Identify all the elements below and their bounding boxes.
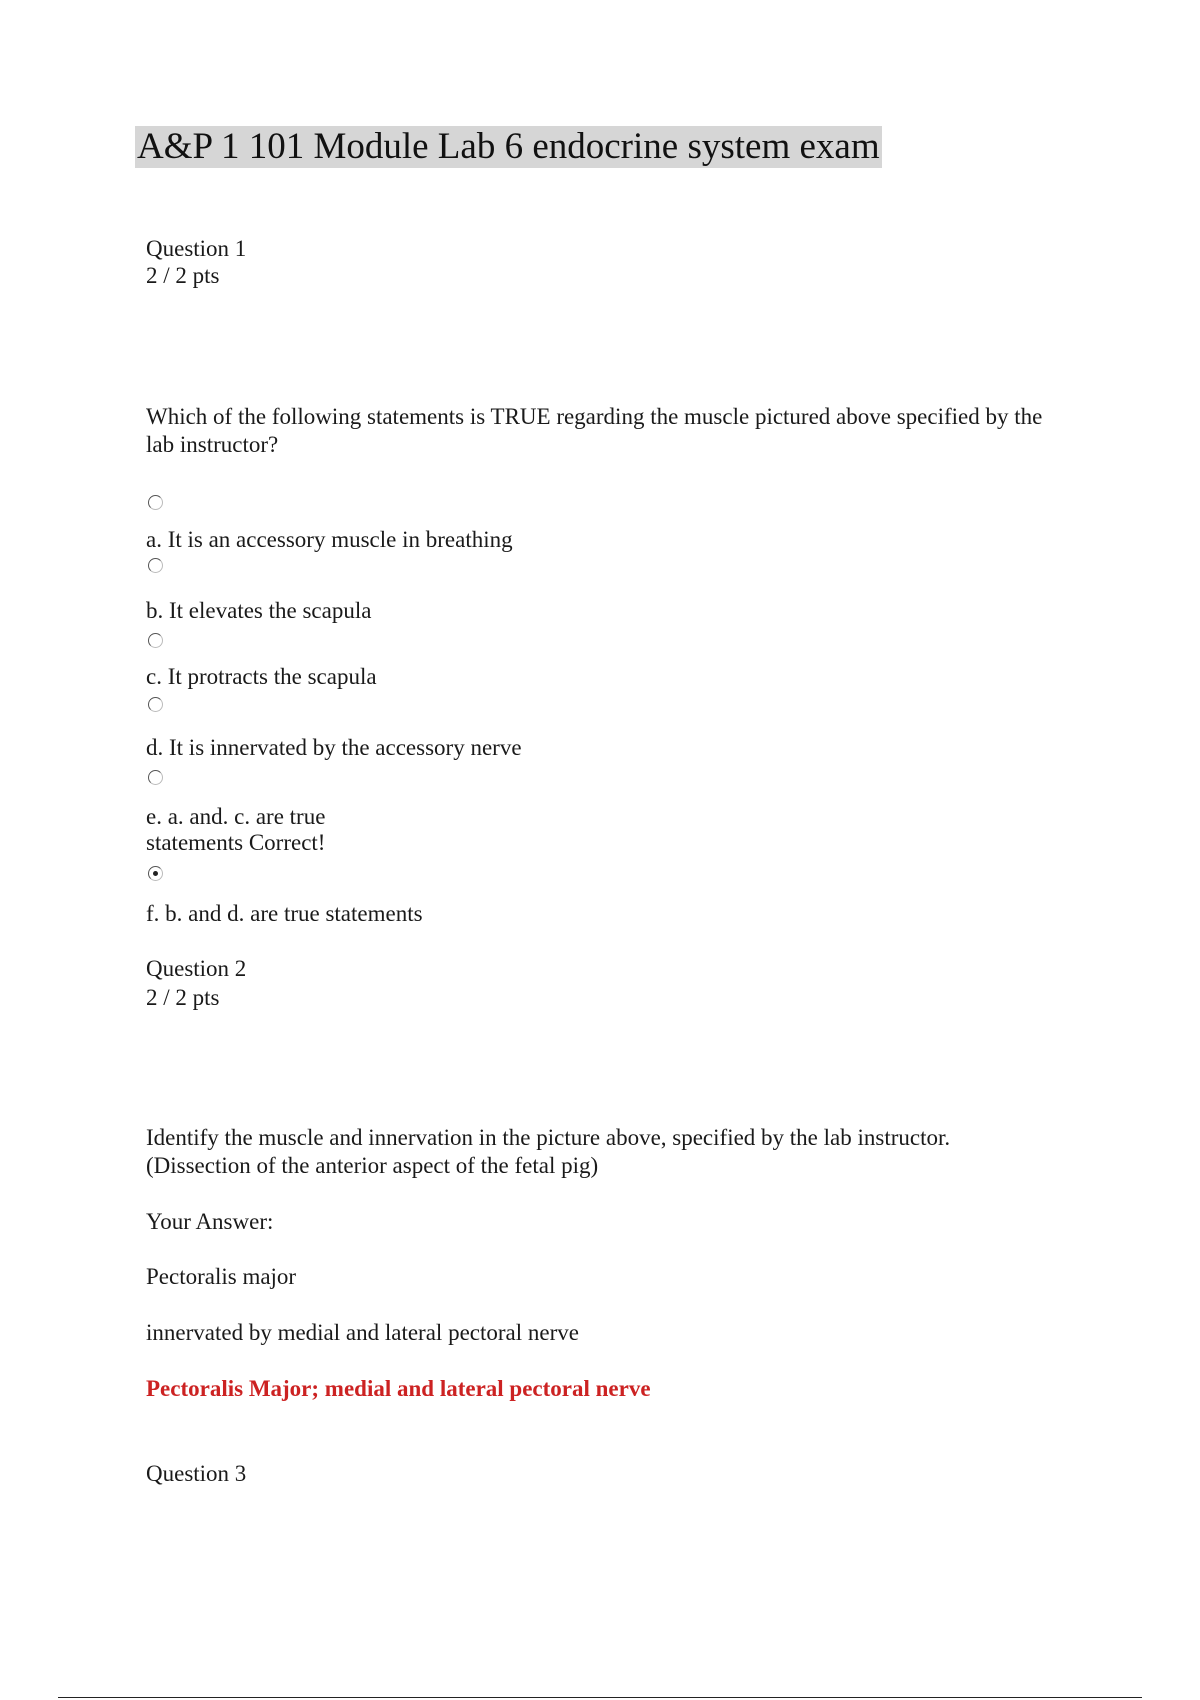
footer-divider <box>58 1697 1142 1698</box>
question-1-label: Question 1 <box>146 236 247 261</box>
option-b-radio[interactable] <box>148 558 163 573</box>
option-f-label: f. b. and d. are true statements <box>146 901 423 926</box>
question-2-label: Question 2 <box>146 956 247 981</box>
question-2-prompt-line2: (Dissection of the anterior aspect of the fetal pig) <box>146 1153 599 1178</box>
option-c-radio[interactable] <box>148 633 163 648</box>
option-f-radio-selected[interactable] <box>148 866 163 881</box>
question-2-points: 2 / 2 pts <box>146 985 220 1010</box>
option-b-label: b. It elevates the scapula <box>146 598 372 623</box>
option-d-radio[interactable] <box>148 697 163 712</box>
your-answer-line2: innervated by medial and lateral pectoral nerve <box>146 1320 579 1345</box>
option-e-label: e. a. and. c. are true <box>146 804 326 829</box>
option-e-radio[interactable] <box>148 770 163 785</box>
document-title: A&P 1 101 Module Lab 6 endocrine system exam <box>137 126 880 167</box>
option-a-radio[interactable] <box>148 495 163 510</box>
option-c-label: c. It protracts the scapula <box>146 664 377 689</box>
question-2-prompt-line1: Identify the muscle and innervation in the picture above, specified by the lab instructor. <box>146 1125 951 1150</box>
question-3-label: Question 3 <box>146 1461 247 1486</box>
correct-answer: Pectoralis Major; medial and lateral pectoral nerve <box>146 1376 651 1401</box>
option-a-label: a. It is an accessory muscle in breathing <box>146 527 513 552</box>
your-answer-line1: Pectoralis major <box>146 1264 297 1289</box>
question-1-points: 2 / 2 pts <box>146 263 220 288</box>
option-d-label: d. It is innervated by the accessory nerve <box>146 735 522 760</box>
your-answer-label: Your Answer: <box>146 1209 274 1234</box>
question-1-prompt-line2: lab instructor? <box>146 432 279 457</box>
question-1-prompt-line1: Which of the following statements is TRUE regarding the muscle pictured above specified by the <box>146 404 1043 429</box>
option-e-feedback: statements Correct! <box>146 830 326 855</box>
